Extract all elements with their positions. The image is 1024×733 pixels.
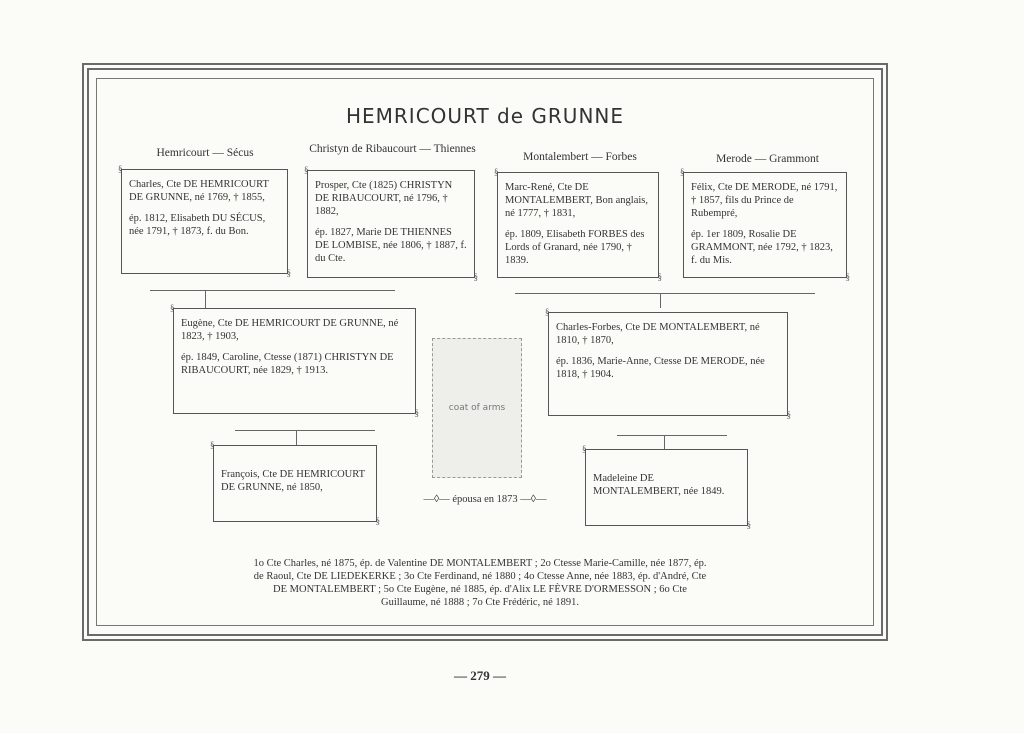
genealogy-box-gen2-1	[173, 308, 416, 414]
column-head-merode: Merode — Grammont	[716, 153, 819, 165]
box-text: § Madeleine DE MONTALEMBERT, née 1849.	[593, 473, 725, 497]
genealogy-box-gen1-3	[497, 172, 659, 278]
box-text: § Eugène, Cte DE HEMRICOURT DE GRUNNE, né 1823, † 1903,	[181, 318, 399, 342]
box-text: § François, Cte DE HEMRICOURT DE GRUNNE, né 1850,	[221, 469, 365, 493]
page-number: — 279 —	[454, 668, 506, 683]
coat-of-arms-image	[432, 338, 522, 478]
connector-line	[296, 430, 297, 445]
connector-line	[617, 435, 727, 436]
box-text: ép. 1849, Caroline, Ctesse (1871) CHRISTYN DE RIBAUCOURT, née 1829, † 1913.	[181, 352, 394, 376]
genealogy-box-gen3-2	[585, 449, 748, 526]
genealogy-box-gen1-2	[307, 170, 475, 278]
genealogy-box-gen1-1	[121, 169, 288, 274]
box-text: ép. 1836, Marie-Anne, Ctesse DE MERODE, née 1818, † 1904.	[556, 356, 765, 380]
column-head-hemricourt: Hemricourt — Sécus	[156, 147, 254, 159]
box-text: ép. 1809, Elisabeth FORBES des Lords of Granard, née 1790, † 1839.	[505, 229, 645, 266]
crest-label: coat of arms	[448, 403, 506, 413]
box-text: ép. 1827, Marie DE THIENNES DE LOMBISE, née 1806, † 1887, f. du Cte.	[315, 227, 467, 264]
box-text: § Charles, Cte DE HEMRICOURT DE GRUNNE, né 1769, † 1855,	[129, 179, 269, 203]
column-head-christyn: Christyn de Ribaucourt — Thiennes	[309, 143, 476, 155]
genealogy-box-gen3-1	[213, 445, 377, 522]
marriage-note: —◊— épousa en 1873 —◊—	[423, 494, 547, 505]
connector-line	[515, 293, 815, 294]
box-text: § Charles-Forbes, Cte DE MONTALEMBERT, né 1810, † 1870,	[556, 322, 760, 346]
connector-line	[150, 290, 395, 291]
genealogy-box-gen2-2	[548, 312, 788, 416]
connector-line	[205, 290, 206, 308]
column-head-montalembert: Montalembert — Forbes	[523, 151, 637, 163]
genealogy-box-gen1-4	[683, 172, 847, 278]
box-text: ép. 1812, Elisabeth DU SÉCUS, née 1791, † 1873, f. du Bon.	[129, 213, 266, 237]
box-text: § Marc-René, Cte DE MONTALEMBERT, Bon anglais, né 1777, † 1831,	[505, 182, 648, 219]
box-text: § Félix, Cte DE MERODE, né 1791, † 1857, fils du Prince de Rubempré,	[691, 182, 838, 219]
connector-line	[235, 430, 375, 431]
box-text: § Prosper, Cte (1825) CHRISTYN DE RIBAUCOURT, né 1796, † 1882,	[315, 180, 453, 217]
children-list: 1o Cte Charles, né 1875, ép. de Valentine DE MONTALEMBERT ; 2o Ctesse Marie-Camille, née 1877, ép. de Raoul, Cte DE LIEDEKERKE ; 3o Cte Ferdinand, né 1880 ; 4o Ctesse Anne, née 1883, ép. d'André, Cte DE MONTALEMBERT ; 5o Cte Eugène, né 1885, ép. d'Alix LE FÈVRE D'ORMESSON ; 6o Cte Guillaume, né 1888 ; 7o Cte Frédéric, né 1891.	[253, 558, 707, 608]
connector-line	[664, 435, 665, 449]
box-text: ép. 1er 1809, Rosalie DE GRAMMONT, née 1792, † 1823, f. du Mis.	[691, 229, 833, 266]
page-title: HEMRICOURT de GRUNNE	[345, 104, 625, 128]
connector-line	[660, 293, 661, 308]
